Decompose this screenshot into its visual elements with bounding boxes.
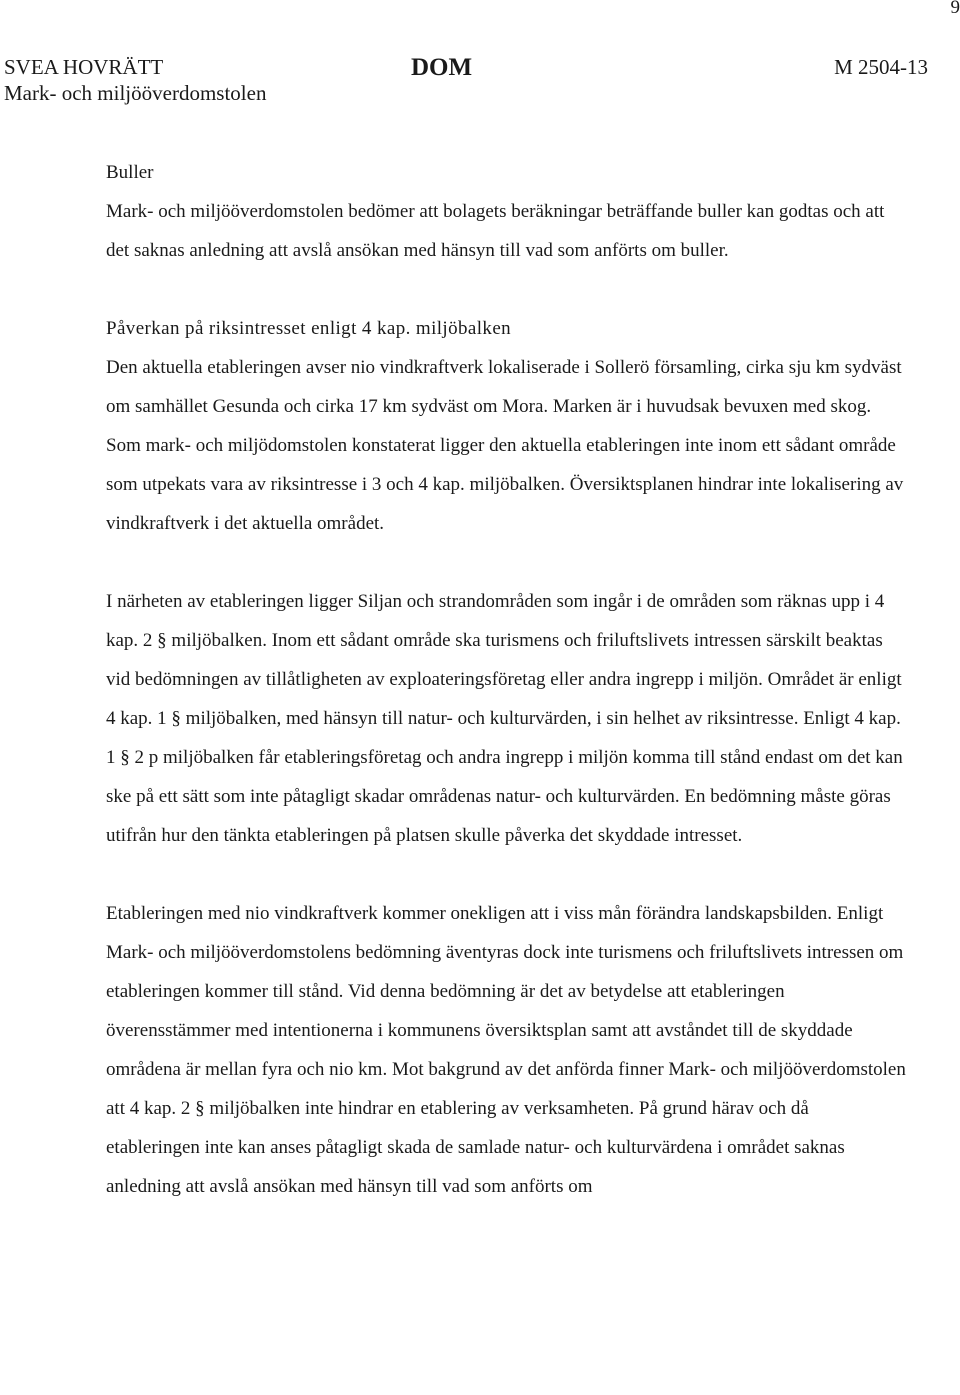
document-header (4, 55, 934, 111)
document-type: DOM (411, 54, 473, 81)
page-number: 9 (950, 0, 960, 18)
document-body (106, 153, 906, 1206)
court-name: SVEA HOVRÄTT (4, 55, 164, 79)
court-division: Mark- och miljööverdomstolen (4, 81, 267, 105)
section-heading-riksintresse: Påverkan på riksintresset enligt 4 kap. miljöbalken (106, 318, 512, 339)
paragraph-gap (106, 855, 906, 894)
paragraph-gap (106, 543, 906, 582)
paragraph-etablering: Den aktuella etableringen avser nio vindkraftverk lokaliserade i Sollerö församling, cirka sju km sydväst om samhället Gesunda och cirka 17 km sydväst om Mora. Marken är i huvudsak bevuxen med skog. Som mark- och miljödomstolen konstaterat ligger den aktuella etableringen inte inom ett sådant område som utpekats vara av riksintresse i 3 och 4 kap. miljöbalken. Översiktsplanen hindrar inte lokalisering av vindkraftverk i det aktuella området. (106, 357, 904, 534)
paragraph-buller: Mark- och miljööverdomstolen bedömer att bolagets beräkningar beträffande buller kan godtas och att det saknas anledning att avslå ansökan med hänsyn till vad som anförts om buller. (106, 201, 885, 261)
section-heading-buller: Buller (106, 162, 154, 183)
paragraph-gap (106, 270, 906, 309)
case-number: M 2504-13 (834, 55, 928, 79)
paragraph-landskapsbild: Etableringen med nio vindkraftverk kommer onekligen att i viss mån förändra landskapsbilden. Enligt Mark- och miljööverdomstolens bedömning äventyras dock inte turismens och friluftslivets intressen om etableringen kommer till stånd. Vid denna bedömning är det av betydelse att etableringen överensstämmer med intentionerna i kommunens översiktsplan samt att avståndet till de skyddade områdena är mellan fyra och nio km. Mot bakgrund av det anförda finner Mark- och miljööverdomstolen att 4 kap. 2 § miljöbalken inte hindrar en etablering av verksamheten. På grund härav och då etableringen inte kan anses påtagligt skada de samlade natur- och kulturvärdena i området saknas anledning att avslå ansökan med hänsyn till vad som anförts om (106, 903, 906, 1197)
paragraph-siljan: I närheten av etableringen ligger Siljan och strandområden som ingår i de områden som räknas upp i 4 kap. 2 § miljöbalken. Inom ett sådant område ska turismens och friluftslivets intressen särskilt beaktas vid bedömningen av tillåtligheten av exploateringsföretag eller andra ingrepp i miljön. Området är enligt 4 kap. 1 § miljöbalken, med hänsyn till natur- och kulturvärden, i sin helhet av riksintresse. Enligt 4 kap. 1 § 2 p miljöbalken får etableringsföretag och andra ingrepp i miljön komma till stånd endast om det kan ske på ett sätt som inte påtagligt skadar områdenas natur- och kulturvärden. En bedömning måste göras utifrån hur den tänkta etableringen på platsen skulle påverka det skyddade intresset. (106, 591, 903, 846)
